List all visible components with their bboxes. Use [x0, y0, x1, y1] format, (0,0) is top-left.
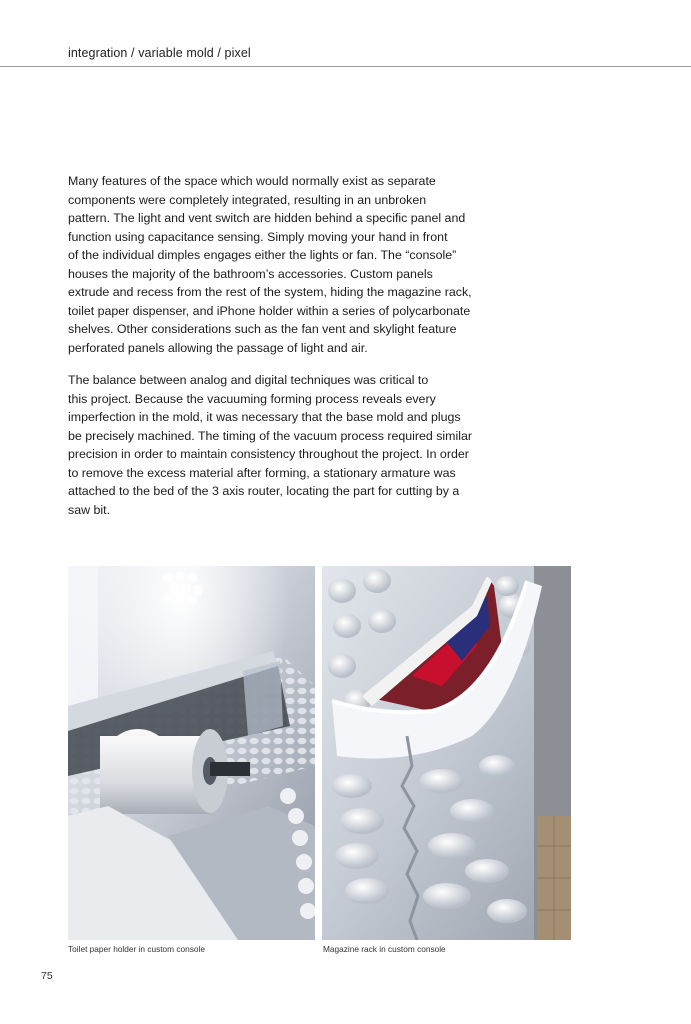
paragraph-line: The balance between analog and digital techniques was critical to — [68, 373, 429, 387]
left-figure-caption: Toilet paper holder in custom console — [68, 944, 205, 954]
paragraph-line: perforated panels allowing the passage of light and air. — [68, 340, 368, 355]
right-figure-caption: Magazine rack in custom console — [323, 944, 446, 954]
paragraph-line: components were completely integrated, resulting in an unbroken — [68, 192, 427, 207]
page-number: 75 — [41, 970, 53, 982]
paragraph-line: Many features of the space which would normally exist as separate — [68, 174, 436, 188]
paragraph-line: pattern. The light and vent switch are hidden behind a specific panel and — [68, 211, 466, 225]
header-divider — [0, 66, 691, 67]
toilet-paper-holder-photo — [68, 566, 315, 940]
paragraph-line: attached to the bed of the 3 axis router, locating the part for cutting by a — [68, 484, 460, 498]
paragraph-line: of the individual dimples engages either the lights or fan. The “console” — [68, 248, 457, 262]
paragraph-line: function using capacitance sensing. Simply moving your hand in front — [68, 229, 448, 244]
section-title: integration / variable mold / pixel — [68, 46, 251, 60]
magazine-rack-photo — [322, 566, 571, 940]
body-paragraph-2 — [68, 371, 498, 519]
paragraph-line: houses the majority of the bathroom’s accessories. Custom panels — [68, 266, 433, 281]
paragraph-line: imperfection in the mold, it was necessary that the base mold and plugs — [68, 410, 461, 424]
paragraph-line: shelves. Other considerations such as the fan vent and skylight feature — [68, 322, 457, 336]
paragraph-line: be precisely machined. The timing of the vacuum process required similar — [68, 428, 473, 443]
paragraph-line: this project. Because the vacuuming forming process reveals every — [68, 391, 436, 406]
paragraph-line: toilet paper dispenser, and iPhone holder within a series of polycarbonate — [68, 303, 471, 318]
paragraph-line: extrude and recess from the rest of the system, hiding the magazine rack, — [68, 285, 472, 299]
body-paragraph-1 — [68, 172, 498, 357]
paragraph-line: saw bit. — [68, 502, 111, 517]
paragraph-line: precision in order to maintain consistency throughout the project. In order — [68, 447, 469, 461]
paragraph-line: to remove the excess material after forming, a stationary armature was — [68, 465, 456, 480]
